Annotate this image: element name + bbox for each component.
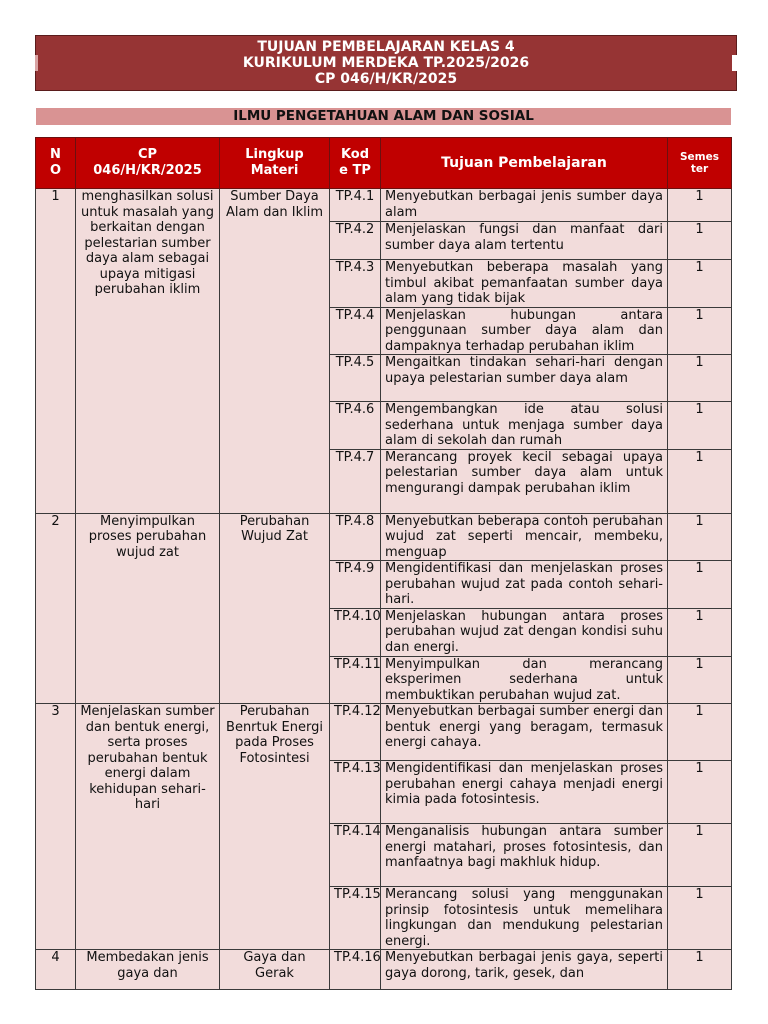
- cell-no: 2: [36, 513, 76, 704]
- cell-kode-tp: TP.4.4: [330, 307, 381, 355]
- cell-cp: Menyimpulkan proses perubahan wujud zat: [76, 513, 220, 704]
- cell-no: 3: [36, 704, 76, 950]
- cell-tujuan: Merancang solusi yang menggunakan prinsip fotosintesis untuk memelihara lingkungan dan mendukung pelestarian energi.: [381, 887, 668, 950]
- table-header-row: [36, 138, 732, 189]
- cell-semester: 1: [668, 561, 732, 609]
- cell-kode-tp: TP.4.11: [330, 656, 381, 704]
- subject-heading: ILMU PENGETAHUAN ALAM DAN SOSIAL: [36, 108, 731, 125]
- cell-tujuan: Mengembangkan ide atau solusi sederhana untuk menjaga sumber daya alam di sekolah dan rumah: [381, 402, 668, 450]
- cell-semester: 1: [668, 402, 732, 450]
- cell-kode-tp: TP.4.15: [330, 887, 381, 950]
- cell-kode-tp: TP.4.6: [330, 402, 381, 450]
- cell-semester: 1: [668, 824, 732, 887]
- cell-semester: 1: [668, 761, 732, 824]
- cell-tujuan: Mengidentifikasi dan menjelaskan proses perubahan wujud zat pada contoh sehari-hari.: [381, 561, 668, 609]
- cell-lingkup-materi: Perubahan Wujud Zat: [220, 513, 330, 704]
- cell-tujuan: Menjelaskan fungsi dan manfaat dari sumber daya alam tertentu: [381, 222, 668, 260]
- cell-kode-tp: TP.4.9: [330, 561, 381, 609]
- cell-semester: 1: [668, 260, 732, 308]
- cell-kode-tp: TP.4.13: [330, 761, 381, 824]
- cell-semester: 1: [668, 189, 732, 222]
- cell-lingkup-materi: Gaya dan Gerak: [220, 950, 330, 990]
- cell-cp: Membedakan jenis gaya dan: [76, 950, 220, 990]
- header-semester: Semes ter: [668, 138, 732, 189]
- cell-semester: 1: [668, 307, 732, 355]
- title-line-3: CP 046/H/KR/2025: [314, 71, 458, 87]
- cell-semester: 1: [668, 222, 732, 260]
- cell-semester: 1: [668, 656, 732, 704]
- cell-tujuan: Menjelaskan hubungan antara penggunaan sumber daya alam dan dampaknya terhadap perubahan iklim: [381, 307, 668, 355]
- title-right-marker: [732, 55, 738, 71]
- cell-kode-tp: TP.4.1: [330, 189, 381, 222]
- cell-cp: menghasilkan solusi untuk masalah yang berkaitan dengan pelestarian sumber daya alam sebagai upaya mitigasi perubahan iklim: [76, 189, 220, 514]
- cell-lingkup-materi: Sumber Daya Alam dan Iklim: [220, 189, 330, 514]
- cell-no: 4: [36, 950, 76, 990]
- cell-tujuan: Menyebutkan berbagai jenis sumber daya alam: [381, 189, 668, 222]
- header-no: N O: [36, 138, 76, 189]
- cell-tujuan: Menyebutkan berbagai jenis gaya, seperti gaya dorong, tarik, gesek, dan: [381, 950, 668, 990]
- cell-tujuan: Menyebutkan beberapa contoh perubahan wujud zat seperti mencair, membeku, menguap: [381, 513, 668, 561]
- cell-semester: 1: [668, 608, 732, 656]
- cell-kode-tp: TP.4.14: [330, 824, 381, 887]
- table-row: [36, 513, 732, 561]
- cell-kode-tp: TP.4.12: [330, 704, 381, 761]
- table-row: [36, 704, 732, 761]
- learning-objectives-table: [35, 137, 732, 990]
- cell-kode-tp: TP.4.5: [330, 355, 381, 402]
- cell-semester: 1: [668, 449, 732, 513]
- header-tujuan: Tujuan Pembelajaran: [381, 138, 668, 189]
- cell-tujuan: Menganalisis hubungan antara sumber energi matahari, proses fotosintesis, dan manfaatnya bagi makhluk hidup.: [381, 824, 668, 887]
- cell-semester: 1: [668, 513, 732, 561]
- document-title-box: [35, 35, 737, 91]
- cell-tujuan: Mengaitkan tindakan sehari-hari dengan upaya pelestarian sumber daya alam: [381, 355, 668, 402]
- cell-semester: 1: [668, 704, 732, 761]
- cell-kode-tp: TP.4.10: [330, 608, 381, 656]
- title-left-marker: [35, 55, 38, 71]
- cell-lingkup-materi: Perubahan Benrtuk Energi pada Proses Fotosintesi: [220, 704, 330, 950]
- cell-kode-tp: TP.4.7: [330, 449, 381, 513]
- cell-tujuan: Merancang proyek kecil sebagai upaya pelestarian sumber daya alam untuk mengurangi dampak perubahan iklim: [381, 449, 668, 513]
- cell-tujuan: Menjelaskan hubungan antara proses perubahan wujud zat dengan kondisi suhu dan energi.: [381, 608, 668, 656]
- title-line-2: KURIKULUM MERDEKA TP.2025/2026: [242, 55, 530, 71]
- header-cp: CP 046/H/KR/2025: [76, 138, 220, 189]
- cell-no: 1: [36, 189, 76, 514]
- cell-kode-tp: TP.4.3: [330, 260, 381, 308]
- cell-tujuan: Mengidentifikasi dan menjelaskan proses perubahan energi cahaya menjadi energi kimia pada fotosintesis.: [381, 761, 668, 824]
- cell-kode-tp: TP.4.8: [330, 513, 381, 561]
- cell-tujuan: Menyebutkan beberapa masalah yang timbul akibat pemanfaatan sumber daya alam yang tidak bijak: [381, 260, 668, 308]
- cell-kode-tp: TP.4.16: [330, 950, 381, 990]
- cell-cp: Menjelaskan sumber dan bentuk energi, serta proses perubahan bentuk energi dalam kehidupan sehari-hari: [76, 704, 220, 950]
- header-lingkup-materi: Lingkup Materi: [220, 138, 330, 189]
- title-line-1: TUJUAN PEMBELAJARAN KELAS 4: [257, 39, 515, 55]
- cell-tujuan: Menyimpulkan dan merancang eksperimen sederhana untuk membuktikan perubahan wujud zat.: [381, 656, 668, 704]
- table-row: [36, 189, 732, 222]
- cell-semester: 1: [668, 887, 732, 950]
- table-row: [36, 950, 732, 990]
- cell-semester: 1: [668, 950, 732, 990]
- cell-kode-tp: TP.4.2: [330, 222, 381, 260]
- cell-tujuan: Menyebutkan berbagai sumber energi dan bentuk energi yang beragam, termasuk energi cahaya.: [381, 704, 668, 761]
- header-kode-tp: Kod e TP: [330, 138, 381, 189]
- cell-semester: 1: [668, 355, 732, 402]
